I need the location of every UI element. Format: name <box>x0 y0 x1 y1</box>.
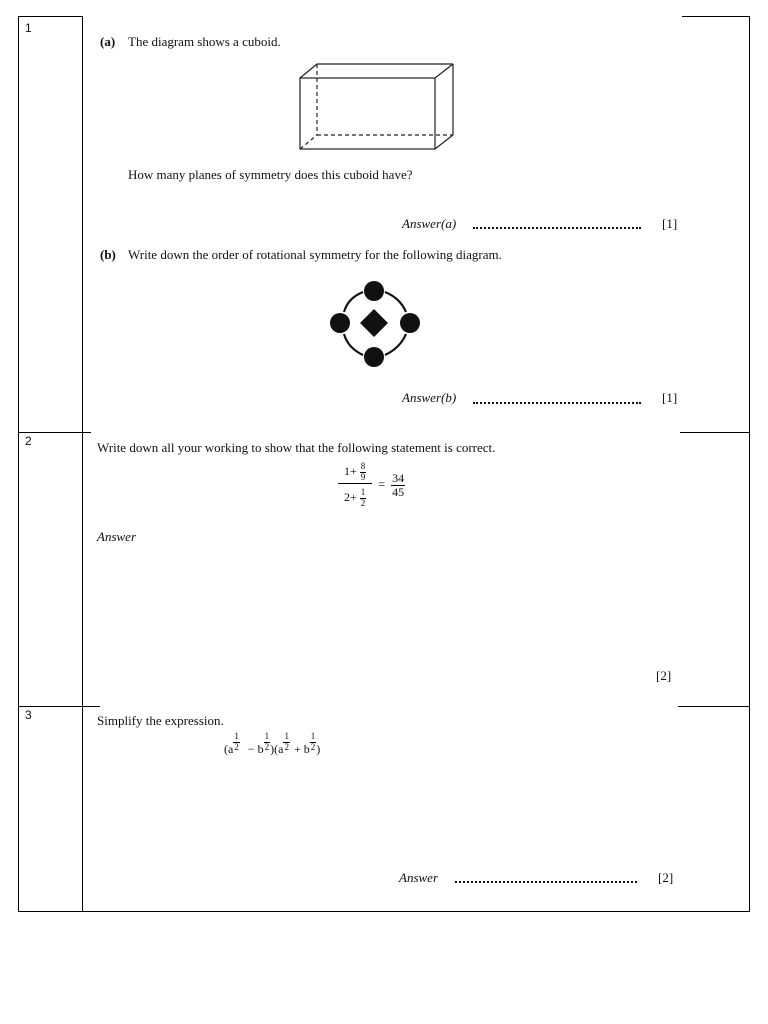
part-b-text: Write down the order of rotational symmetry for the following diagram. <box>128 247 502 262</box>
question-number: 3 <box>25 708 32 722</box>
expression: (a $\frac{1}{2}$ − b $\frac{1}{2}$ )(a $\frac{1}{2}$ + b $\frac{1}{2}$ ) <box>224 731 321 756</box>
part-a-question: How many planes of symmetry does this cuboid have? <box>128 167 413 182</box>
answer-a-label: Answer(a) <box>402 216 457 231</box>
marks-a: [1] <box>662 216 678 231</box>
question-text: Simplify the expression. <box>97 713 224 728</box>
part-a-label: (a) <box>100 34 116 49</box>
answer-a-line[interactable] <box>473 227 641 229</box>
answer-b-label: Answer(b) <box>402 390 457 405</box>
answer-b-line[interactable] <box>473 402 641 404</box>
cuboid-diagram <box>294 60 460 156</box>
question-number: 2 <box>25 434 32 448</box>
part-b-label: (b) <box>100 247 116 262</box>
marks-b: [1] <box>662 390 678 405</box>
question-number: 1 <box>25 21 32 35</box>
marks: [2] <box>658 870 674 885</box>
question-text: Write down all your working to show that the following statement is correct. <box>97 440 496 455</box>
answer-label: Answer <box>97 529 136 544</box>
fraction-statement: 1+ $\frac{8}{9}$ 2+ $\frac{1}{2}$ = $\frac{34}{45}$ <box>338 462 405 509</box>
marks: [2] <box>656 668 672 683</box>
answer-label: Answer <box>399 870 438 885</box>
rotational-symmetry-diagram <box>326 278 424 370</box>
part-a-text: The diagram shows a cuboid. <box>128 34 281 49</box>
answer-line[interactable] <box>455 881 637 883</box>
